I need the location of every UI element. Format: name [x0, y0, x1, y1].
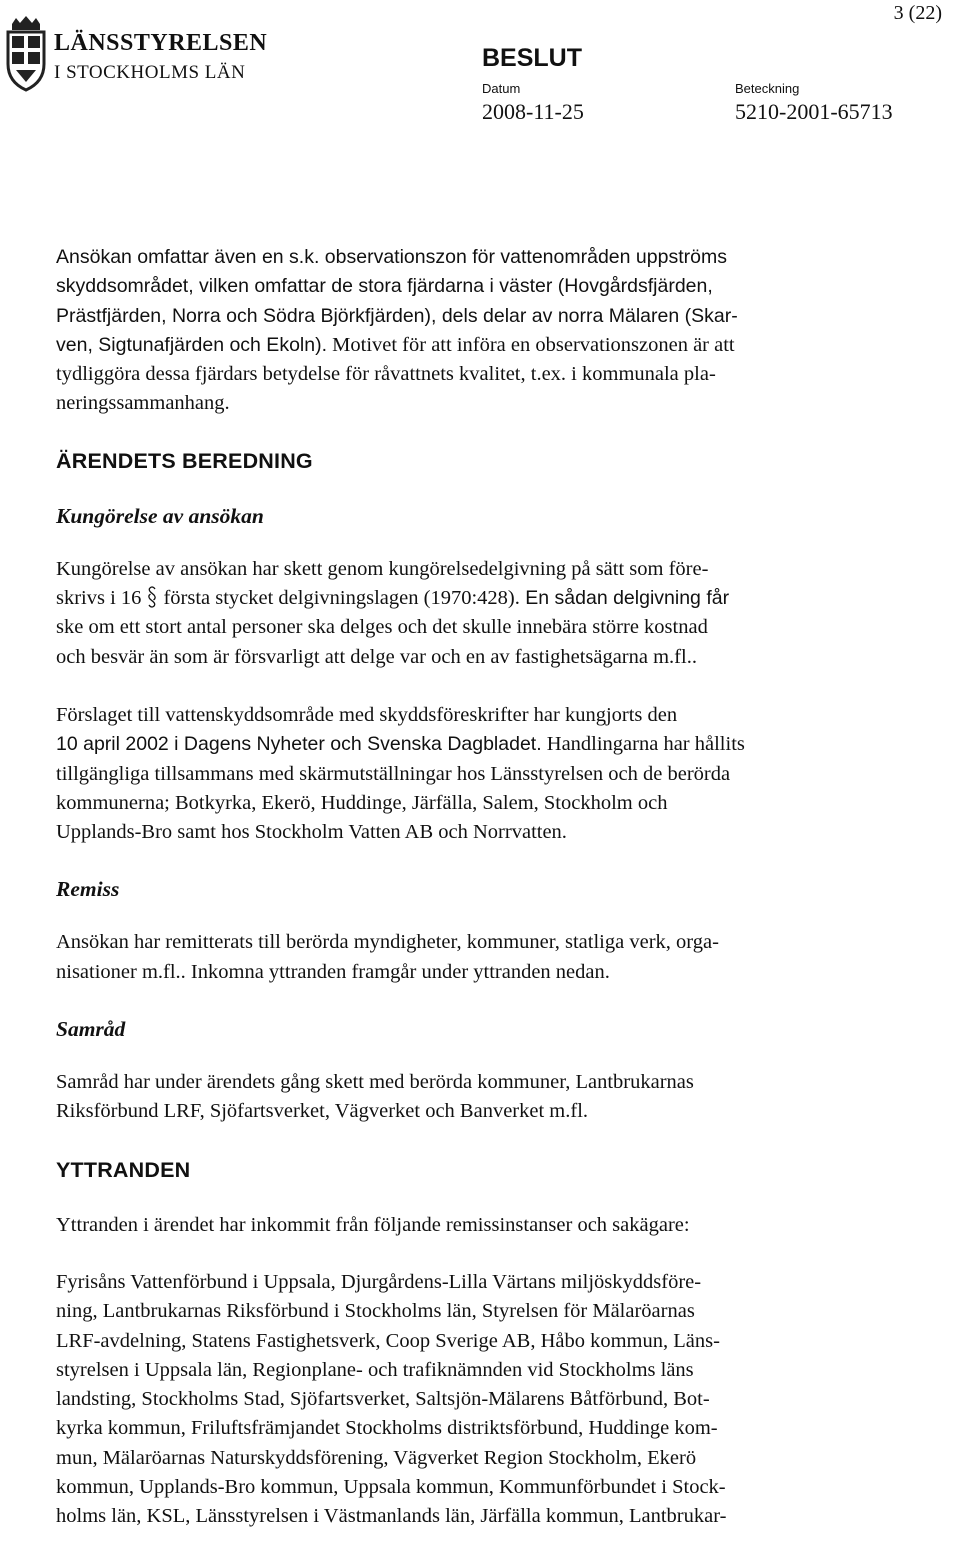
subheading-kungorelse: Kungörelse av ansökan	[56, 503, 264, 528]
text-line: Samråd har under ärendets gång skett med berörda kommuner, Lantbrukarnas	[56, 1071, 694, 1094]
text-line	[56, 730, 906, 759]
text-line: Ansökan har remitterats till berörda myndigheter, kommuner, statliga verk, orga-	[56, 931, 719, 954]
text-line: styrelsen i Uppsala län, Regionplane- och trafiknämnden vid Stockholms läns	[56, 1358, 694, 1381]
text-line: Kungörelse av ansökan har skett genom kungörelsedelgivning på sätt som före-	[56, 557, 709, 580]
text-line: ske om ett stort antal personer ska delges och det skulle innebära större kostnad	[56, 616, 708, 639]
text-line: mun, Mälaröarnas Naturskyddsförening, Vägverket Region Stockholm, Ekerö	[56, 1446, 697, 1469]
intro-paragraph	[56, 243, 906, 419]
forslaget-paragraph	[56, 701, 906, 847]
text-line: kyrka kommun, Friluftsfrämjandet Stockholms distriktsförbund, Huddinge kom-	[56, 1417, 718, 1440]
text-line: Riksförbund LRF, Sjöfartsverket, Vägverket och Banverket m.fl.	[56, 1100, 589, 1123]
section-heading-arendets-beredning: ÄRENDETS BEREDNING	[56, 448, 313, 473]
yttranden-list-paragraph	[56, 1268, 906, 1532]
text-segment: Motivet för att införa en observationszonen är att	[327, 333, 735, 356]
text-segment: ven, Sigtunafjärden och Ekoln).	[56, 333, 328, 356]
date-label: Datum	[482, 81, 521, 96]
remiss-paragraph	[56, 928, 906, 987]
section-heading-yttranden: YTTRANDEN	[56, 1157, 191, 1182]
text-segment: 10 april 2002 i Dagens Nyheter och Svenska Dagbladet.	[56, 733, 542, 756]
kungorelse-paragraph	[56, 555, 906, 672]
date-value: 2008-11-25	[482, 99, 584, 124]
text-segment: första stycket delgivningslagen (1970:428).	[163, 587, 520, 610]
reference-label: Beteckning	[735, 81, 800, 96]
text-segment: skrivs i 16	[56, 587, 142, 610]
yttranden-intro	[56, 1211, 906, 1240]
text-segment: En sådan delgivning får	[519, 587, 730, 610]
text-line: holms län, KSL, Länsstyrelsen i Västmanlands län, Järfälla kommun, Lantbrukar-	[56, 1505, 727, 1528]
text-line: kommun, Upplands-Bro kommun, Uppsala kommun, Kommunförbundet i Stock-	[56, 1476, 726, 1499]
text-line: nisationer m.fl.. Inkomna yttranden framgår under yttranden nedan.	[56, 960, 610, 983]
text-line: Prästfjärden, Norra och Södra Björkfjärden), dels delar av norra Mälaren (Skar-	[56, 304, 738, 327]
text-line: neringssammanhang.	[56, 392, 230, 415]
reference-value: 5210-2001-65713	[735, 99, 893, 124]
text-line: Förslaget till vattenskyddsområde med skyddsföreskrifter har kungjorts den	[56, 703, 678, 726]
subheading-remiss: Remiss	[56, 877, 120, 902]
text-segment: Handlingarna har hållits	[541, 733, 745, 756]
text-line: LRF-avdelning, Statens Fastighetsverk, Coop Sverige AB, Håbo kommun, Läns-	[56, 1329, 720, 1352]
section-sign-icon	[147, 586, 157, 608]
subheading-samrad: Samråd	[56, 1017, 126, 1042]
text-line: tillgängliga tillsammans med skärmutställningar hos Länsstyrelsen och de berörda	[56, 762, 731, 785]
text-line: skyddsområdet, vilken omfattar de stora fjärdarna i väster (Hovgårdsfjärden,	[56, 275, 713, 298]
page-number: 3 (22)	[893, 2, 942, 24]
text-line: Upplands-Bro samt hos Stockholm Vatten AB och Norrvatten.	[56, 821, 567, 844]
text-line: kommunerna; Botkyrka, Ekerö, Huddinge, Järfälla, Salem, Stockholm och	[56, 791, 668, 814]
document-type: BESLUT	[482, 44, 582, 72]
text-line	[56, 331, 906, 360]
text-line	[56, 584, 906, 613]
document-body	[56, 243, 906, 1532]
logo-subname: I STOCKHOLMS LÄN	[54, 62, 246, 83]
text-line: tydliggöra dessa fjärdars betydelse för råvattnets kvalitet, t.ex. i kommunala pla-	[56, 363, 716, 386]
text-line: Yttranden i ärendet har inkommit från följande remissinstanser och sakägare:	[56, 1213, 690, 1236]
text-line: landsting, Stockholms Stad, Sjöfartsverket, Saltsjön-Mälarens Båtförbund, Bot-	[56, 1388, 710, 1411]
logo-name: LÄNSSTYRELSEN	[54, 30, 268, 56]
text-line: Fyrisåns Vattenförbund i Uppsala, Djurgårdens-Lilla Värtans miljöskyddsföre-	[56, 1270, 702, 1293]
samrad-paragraph	[56, 1068, 906, 1127]
text-line: ning, Lantbrukarnas Riksförbund i Stockholms län, Styrelsen för Mälaröarnas	[56, 1300, 695, 1323]
text-line: Ansökan omfattar även en s.k. observationszon för vattenområden uppströms	[56, 246, 727, 268]
text-line: och besvär än som är försvarligt att delge var och en av fastighetsägarna m.fl..	[56, 645, 697, 668]
